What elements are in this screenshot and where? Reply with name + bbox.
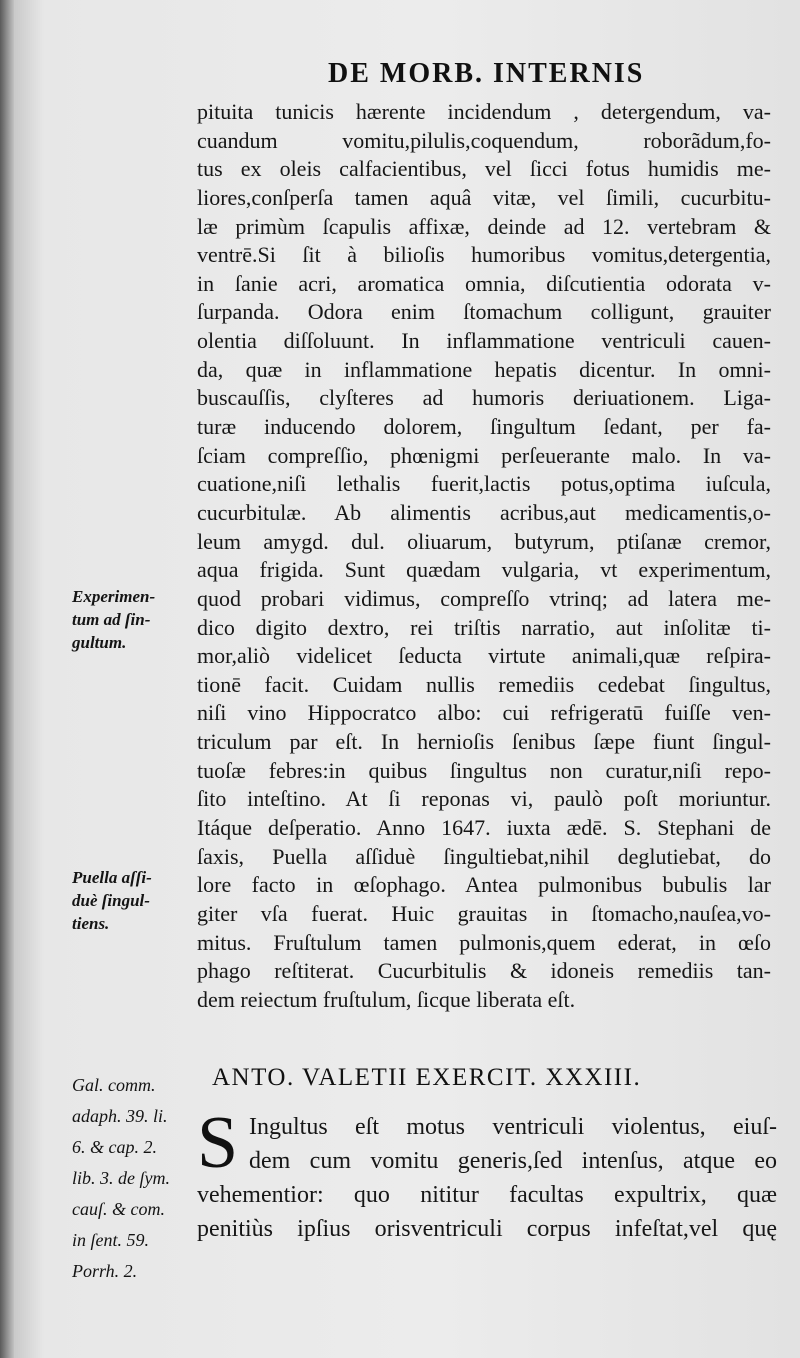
book-spine-shadow	[0, 0, 14, 1358]
reference-line: in ſent. 59.	[72, 1230, 149, 1250]
section-heading: ANTO. VALETII EXERCIT. XXXIII.	[212, 1064, 642, 1091]
drop-capital: S	[197, 1102, 239, 1184]
reference-line: cauſ. & com.	[72, 1199, 165, 1219]
text-line: dico digito dextro, rei triſtis narratio, aut inſolitæ ti-	[197, 614, 771, 640]
text-line: leum amygd. dul. oliuarum, butyrum, ptiſanæ cremor,	[197, 528, 771, 554]
text-line: cuandum vomitu,pilulis,coquendum, roborãdum,fo-	[197, 127, 771, 153]
margin-note-line: Puella aſſi-	[72, 868, 152, 887]
text-line: aqua frigida. Sunt quædam vulgaria, vt experimentum,	[197, 557, 771, 583]
text-line: Itáque deſperatio. Anno 1647. iuxta ædē. S. Stephani de	[197, 815, 771, 841]
margin-note-line: Experimen-	[72, 587, 156, 606]
running-header: DE MORB. INTERNIS	[328, 58, 645, 89]
section-line: vehementior: quo nititur facultas expultrix, quæ	[197, 1182, 777, 1208]
text-line: niſi vino Hippocratco albo: cui refrigeratū fuiſſe ven-	[197, 700, 771, 726]
text-line: cuatione,niſi lethalis fuerit,lactis potus,optima iuſcula,	[197, 471, 771, 497]
text-line: turæ inducendo dolorem, ſingultum ſedant, per fa-	[197, 414, 771, 440]
section-line: dem cum vomitu generis,ſed intenſus, atque eo	[249, 1148, 777, 1174]
text-line: tus ex oleis calfacientibus, vel ſicci fotus humidis me-	[197, 156, 771, 182]
margin-note-line: gultum.	[72, 633, 127, 652]
main-text-block	[197, 98, 771, 1015]
reference-line: Gal. comm.	[72, 1075, 156, 1095]
text-line: in ſanie acri, aromatica omnia, diſcutientia odorata v-	[197, 270, 771, 296]
margin-note-line: duè ſingul-	[72, 891, 150, 910]
text-line: tionē facit. Cuidam nullis remediis cedebat ſingultus,	[197, 671, 771, 697]
reference-line: lib. 3. de ſym.	[72, 1168, 170, 1188]
section-paragraph	[197, 1102, 777, 1246]
reference-line: 6. & cap. 2.	[72, 1137, 157, 1157]
margin-note-line: tiens.	[72, 914, 110, 933]
reference-line: Porrh. 2.	[72, 1261, 138, 1281]
text-line: læ primùm ſcapulis affixæ, deinde ad 12. vertebram &	[197, 213, 771, 239]
section-line: Ingultus eſt motus ventriculi violentus, eiuſ-	[249, 1114, 777, 1140]
text-line: buscauſſis, clyſteres ad humoris deriuationem. Liga-	[197, 385, 771, 411]
text-line: giter vſa fuerat. Huic grauitas in ſtomacho,nauſea,vo-	[197, 900, 771, 926]
text-line: tuoſæ febres:in quibus ſingultus non curatur,niſi repo-	[197, 757, 771, 783]
text-line: ſito inteſtino. At ſi reponas vi, paulò poſt moriuntur.	[197, 786, 771, 812]
text-line: cucurbitulæ. Ab alimentis acribus,aut medicamentis,o-	[197, 499, 771, 525]
text-line: mor,aliò videlicet ſeducta virtute animali,quæ reſpira-	[197, 643, 771, 669]
margin-references	[72, 1070, 194, 1287]
text-line: pituita tunicis hærente incidendum , detergendum, va-	[197, 99, 771, 124]
reference-line: adaph. 39. li.	[72, 1106, 168, 1126]
text-line: liores,conſperſa tamen aquâ vitæ, vel ſimili, cucurbitu-	[197, 184, 771, 210]
margin-note-experiment	[72, 585, 190, 654]
text-line: ſciam compreſſio, phœnigmi perſeuerante malo. In va-	[197, 442, 771, 468]
margin-note-puella	[72, 866, 190, 935]
text-line: da, quæ in inflammatione hepatis dicentur. In omni-	[197, 356, 771, 382]
text-line: lore facto in œſophago. Antea pulmonibus bubulis lar	[197, 872, 771, 898]
text-line: triculum par eſt. In hernioſis ſenibus ſæpe fiunt ſingul-	[197, 729, 771, 755]
text-line: olentia diſſoluunt. In inflammatione ventriculi cauen-	[197, 328, 771, 354]
section-line: penitiùs ipſius orisventriculi corpus infeſtat,vel quę	[197, 1216, 777, 1242]
margin-note-line: tum ad ſin-	[72, 610, 151, 629]
text-line: dem reiectum fruſtulum, ſicque liberata eſt.	[197, 986, 576, 1012]
text-line: phago reſtiterat. Cucurbitulis & idoneis remediis tan-	[197, 958, 771, 984]
text-line: ſaxis, Puella aſſiduè ſingultiebat,nihil deglutiebat, do	[197, 843, 771, 869]
text-line: ventrē.Si ſit à bilioſis humoribus vomitus,detergentia,	[197, 242, 771, 268]
text-line: ſurpanda. Odora enim ſtomachum colligunt, grauiter	[197, 299, 771, 325]
text-line: mitus. Fruſtulum tamen pulmonis,quem ederat, in œſo	[197, 929, 771, 955]
text-line: quod probari vidimus, compreſſo vtrinq; ad latera me-	[197, 585, 771, 611]
